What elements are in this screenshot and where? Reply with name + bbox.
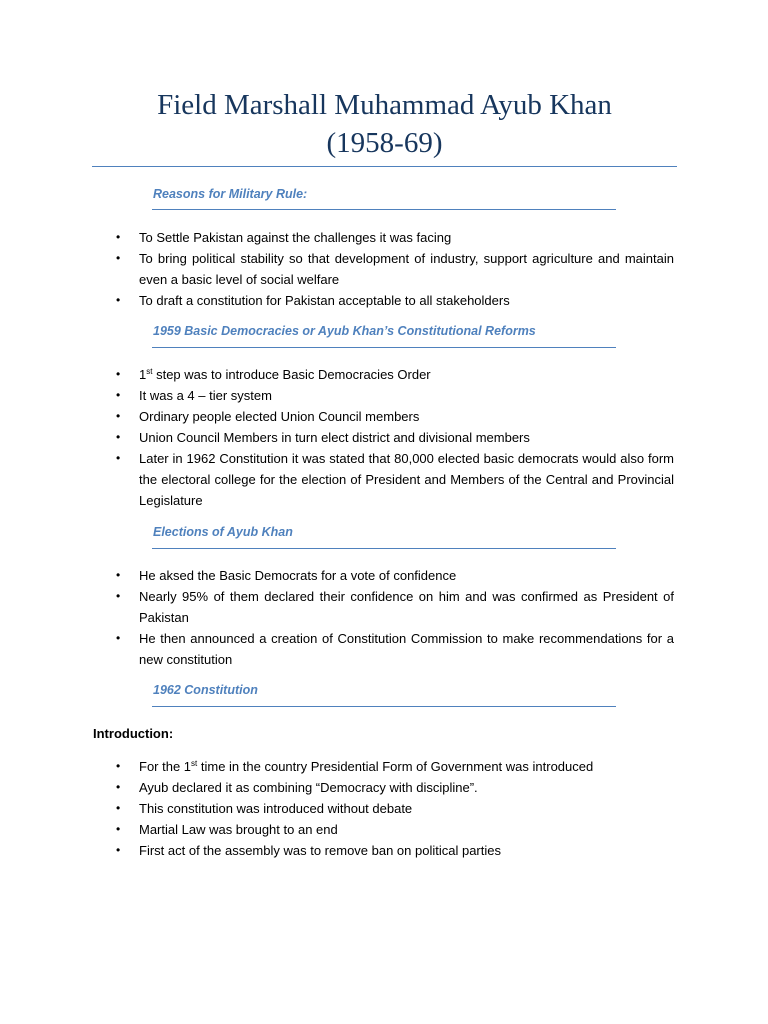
list-item-text-post: time in the country Presidential Form of Government was introduced	[197, 759, 594, 774]
list-item	[116, 777, 674, 798]
superscript: st	[191, 759, 198, 768]
list-item-text: Later in 1962 Constitution it was stated that 80,000 elected basic democrats would also form the electoral college for the election of President and Members of the Central and Provincial Legislature	[139, 451, 674, 508]
list-item	[116, 628, 674, 670]
list-item-text: First act of the assembly was to remove ban on political parties	[139, 843, 501, 858]
bullet-icon: •	[116, 843, 121, 857]
list-item-text: Ayub declared it as combining “Democracy with discipline”.	[139, 780, 478, 795]
section-heading-basic-democracies: 1959 Basic Democracies or Ayub Khan’s Constitutional Reforms	[153, 324, 536, 338]
bullet-icon: •	[116, 409, 121, 423]
list-item-text: This constitution was introduced without debate	[139, 801, 413, 816]
bullet-icon: •	[116, 568, 121, 582]
constitution-list	[0, 756, 768, 861]
list-item-text: Martial Law was brought to an end	[139, 822, 338, 837]
bullet-icon: •	[116, 589, 121, 603]
introduction-label: Introduction:	[93, 726, 174, 741]
bullet-icon: •	[116, 801, 121, 815]
title-line-1: Field Marshall Muhammad Ayub Khan	[157, 89, 612, 121]
bullet-icon: •	[116, 822, 121, 836]
bullet-icon: •	[116, 251, 121, 265]
list-item-text: To Settle Pakistan against the challenges it was facing	[139, 230, 452, 245]
list-item-text: To bring political stability so that development of industry, support agriculture and maintain even a basic level of social welfare	[139, 251, 674, 287]
list-item	[116, 290, 674, 311]
list-item	[116, 756, 674, 777]
list-item	[116, 227, 674, 248]
list-item	[116, 427, 674, 448]
list-item	[116, 448, 674, 511]
title-divider	[92, 166, 677, 167]
section-heading-1962-constitution: 1962 Constitution	[153, 683, 258, 697]
bullet-icon: •	[116, 230, 121, 244]
list-item-text: He then announced a creation of Constitution Commission to make recommendations for a new constitution	[139, 631, 674, 667]
list-item	[116, 565, 674, 586]
list-item	[116, 819, 674, 840]
list-item	[116, 364, 674, 385]
list-item	[116, 586, 674, 628]
list-item-text: Nearly 95% of them declared their confidence on him and was confirmed as President of Pakistan	[139, 589, 674, 625]
section-divider	[152, 209, 616, 210]
list-item-text-pre: For the 1	[139, 759, 192, 774]
basic-democracies-list	[0, 364, 768, 511]
list-item-text: To draft a constitution for Pakistan acceptable to all stakeholders	[139, 293, 510, 308]
document-title	[92, 86, 677, 162]
list-item-text: He aksed the Basic Democrats for a vote of confidence	[139, 568, 457, 583]
list-item	[116, 406, 674, 427]
bullet-icon: •	[116, 780, 121, 794]
bullet-icon: •	[116, 631, 121, 645]
reasons-list	[0, 227, 768, 311]
list-item-text: Ordinary people elected Union Council members	[139, 409, 420, 424]
bullet-icon: •	[116, 759, 121, 773]
bullet-icon: •	[116, 293, 121, 307]
section-heading-elections: Elections of Ayub Khan	[153, 525, 293, 539]
list-item	[116, 385, 674, 406]
section-heading-military-rule: Reasons for Military Rule:	[153, 187, 308, 201]
elections-list	[0, 565, 768, 670]
list-item	[116, 248, 674, 290]
list-item-text: Union Council Members in turn elect district and divisional members	[139, 430, 530, 445]
list-item-text-pre: 1	[139, 367, 147, 382]
list-item-text: It was a 4 – tier system	[139, 388, 272, 403]
title-line-2: (1958-69)	[326, 127, 443, 159]
bullet-icon: •	[116, 430, 121, 444]
bullet-icon: •	[116, 388, 121, 402]
bullet-icon: •	[116, 367, 121, 381]
section-divider	[152, 706, 616, 707]
list-item	[116, 798, 674, 819]
section-divider	[152, 347, 616, 348]
list-item	[116, 840, 674, 861]
list-item-text-post: step was to introduce Basic Democracies Order	[152, 367, 431, 382]
superscript: st	[146, 367, 153, 376]
section-divider	[152, 548, 616, 549]
bullet-icon: •	[116, 451, 121, 465]
